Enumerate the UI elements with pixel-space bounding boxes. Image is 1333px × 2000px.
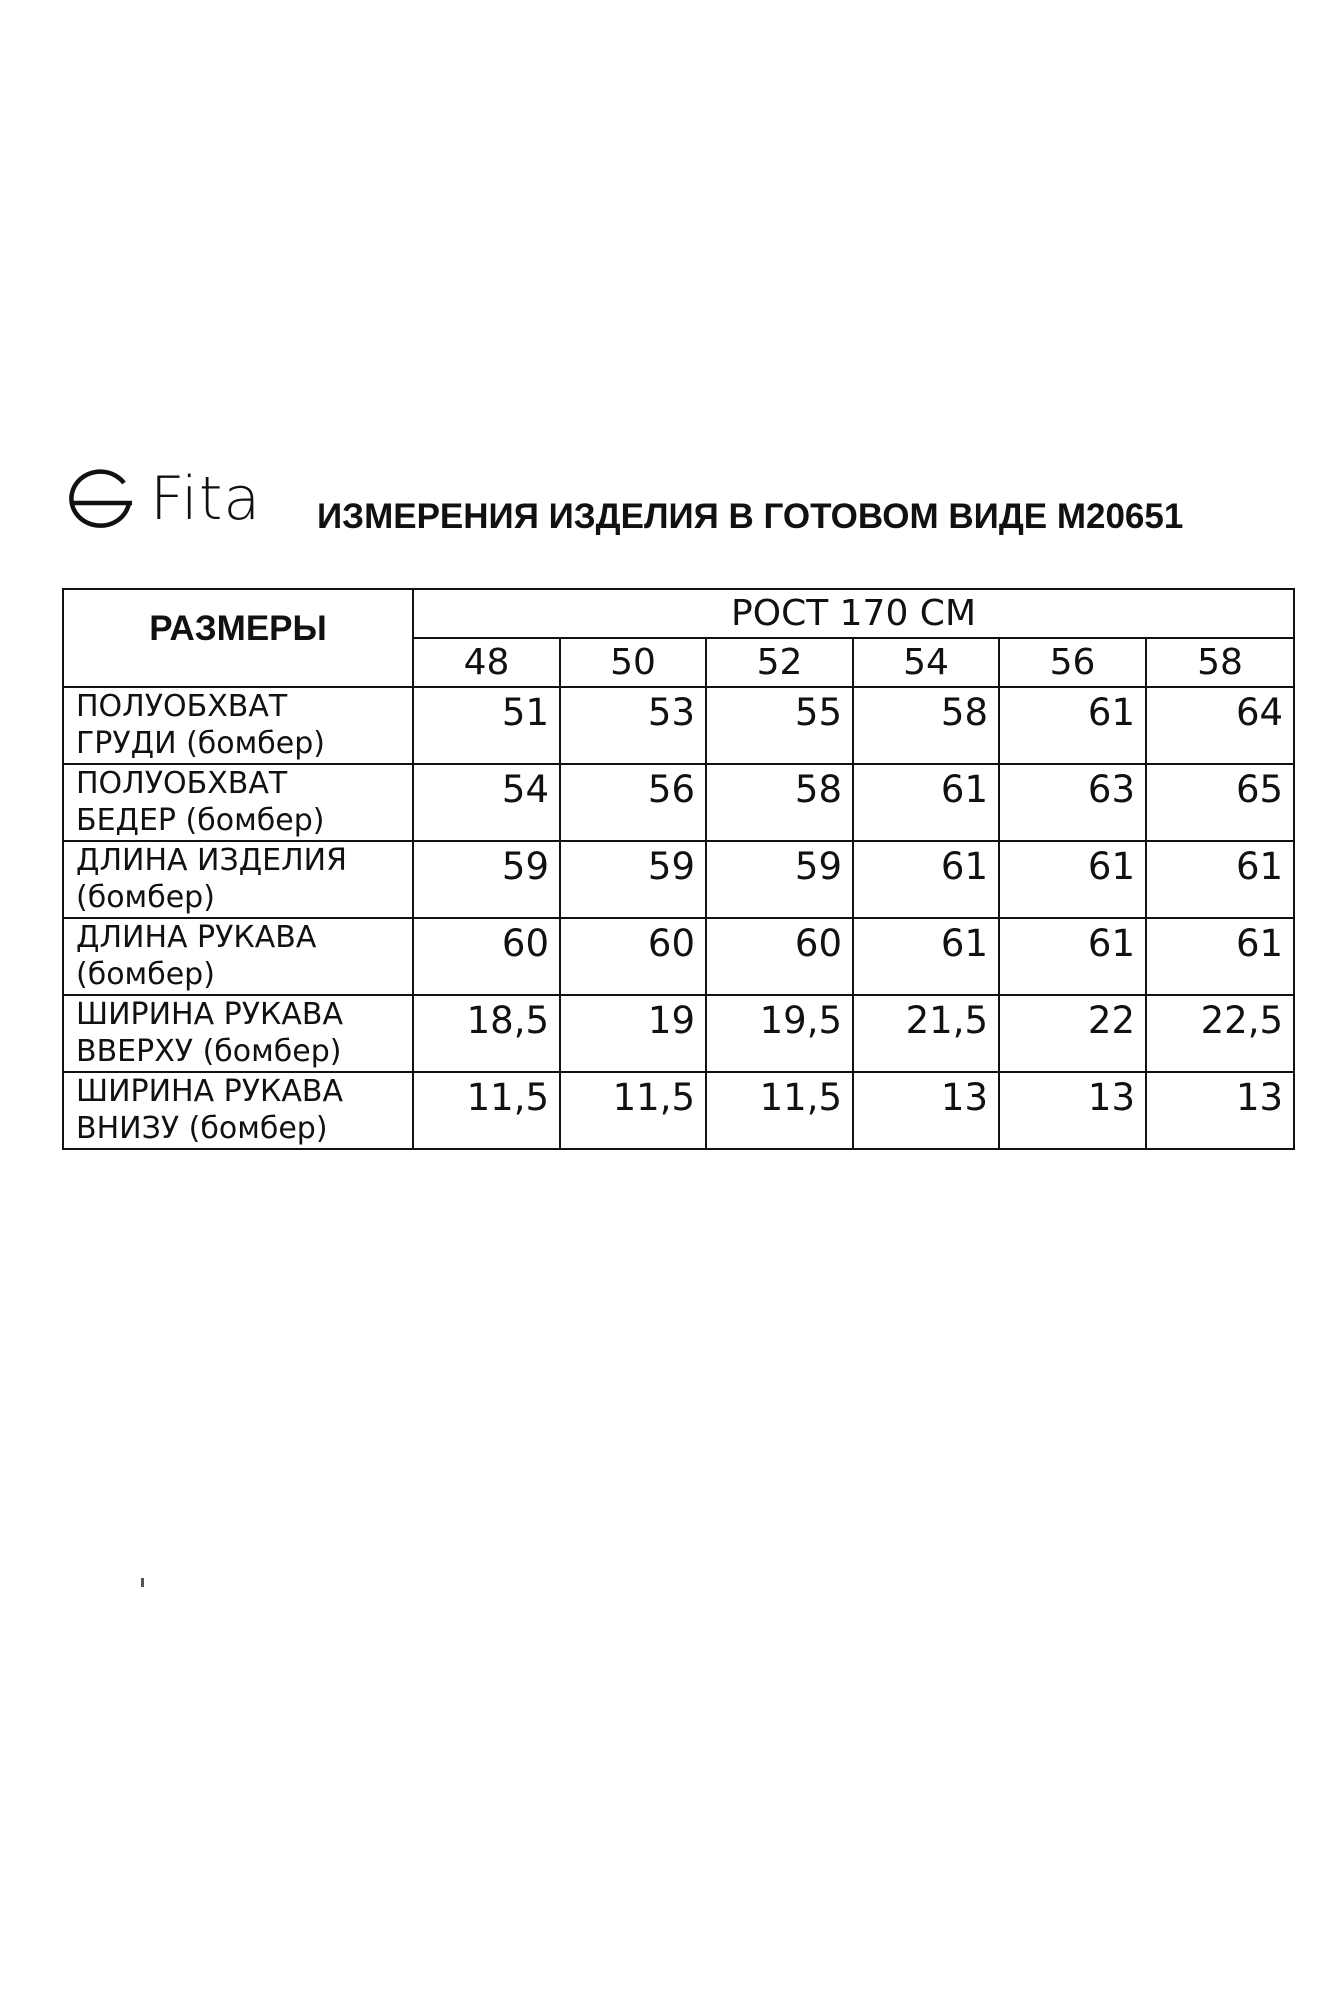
measurement-value: 13 bbox=[1146, 1072, 1294, 1149]
size-header-cell: 50 bbox=[560, 638, 706, 687]
measurement-value: 61 bbox=[999, 918, 1146, 995]
measurement-value: 60 bbox=[413, 918, 560, 995]
measurement-label-line1: ШИРИНА РУКАВА bbox=[76, 997, 343, 1032]
size-header-cell: 48 bbox=[413, 638, 560, 687]
document-header bbox=[62, 455, 1292, 545]
stray-mark bbox=[141, 1578, 144, 1587]
table-row bbox=[63, 841, 1294, 918]
height-header-cell: РОСТ 170 СМ bbox=[413, 589, 1294, 638]
measurement-value: 55 bbox=[706, 687, 853, 764]
measurement-value: 63 bbox=[999, 764, 1146, 841]
document-title: ИЗМЕРЕНИЯ ИЗДЕЛИЯ В ГОТОВОМ ВИДЕ М20651 bbox=[317, 497, 1184, 536]
measurement-label-line2: (бомбер) bbox=[76, 957, 215, 992]
table-row bbox=[63, 687, 1294, 764]
measurement-value: 19 bbox=[560, 995, 706, 1072]
table-row bbox=[63, 764, 1294, 841]
measurement-value: 18,5 bbox=[413, 995, 560, 1072]
measurement-label bbox=[63, 764, 413, 841]
table-row bbox=[63, 995, 1294, 1072]
measurement-label-line2: ВВЕРХУ (бомбер) bbox=[76, 1034, 342, 1069]
measurement-value: 13 bbox=[999, 1072, 1146, 1149]
measurement-value: 53 bbox=[560, 687, 706, 764]
measurement-value: 58 bbox=[706, 764, 853, 841]
measurement-value: 60 bbox=[560, 918, 706, 995]
measurement-value: 19,5 bbox=[706, 995, 853, 1072]
size-header-cell: 54 bbox=[853, 638, 999, 687]
measurement-value: 61 bbox=[1146, 918, 1294, 995]
measurement-value: 51 bbox=[413, 687, 560, 764]
measurement-label-line2: ВНИЗУ (бомбер) bbox=[76, 1111, 328, 1146]
measurement-value: 22 bbox=[999, 995, 1146, 1072]
measurement-value: 61 bbox=[999, 841, 1146, 918]
size-header-cell: 52 bbox=[706, 638, 853, 687]
measurement-label bbox=[63, 841, 413, 918]
table-row bbox=[63, 918, 1294, 995]
measurement-label bbox=[63, 687, 413, 764]
measurement-value: 65 bbox=[1146, 764, 1294, 841]
size-header-cell: 58 bbox=[1146, 638, 1294, 687]
measurement-label-line2: (бомбер) bbox=[76, 880, 215, 915]
measurement-value: 59 bbox=[560, 841, 706, 918]
measurement-label bbox=[63, 918, 413, 995]
measurement-value: 59 bbox=[706, 841, 853, 918]
table-row bbox=[63, 1072, 1294, 1149]
measurement-value: 58 bbox=[853, 687, 999, 764]
measurement-value: 11,5 bbox=[413, 1072, 560, 1149]
brand-logo bbox=[62, 455, 277, 545]
measurement-label-line1: ДЛИНА ИЗДЕЛИЯ bbox=[76, 843, 347, 878]
measurement-label-line1: ДЛИНА РУКАВА bbox=[76, 920, 317, 955]
measurement-value: 61 bbox=[1146, 841, 1294, 918]
size-measurements-table bbox=[62, 588, 1295, 1150]
measurement-value: 21,5 bbox=[853, 995, 999, 1072]
measurement-value: 59 bbox=[413, 841, 560, 918]
measurement-value: 56 bbox=[560, 764, 706, 841]
table-header-row bbox=[63, 589, 1294, 638]
measurement-value: 61 bbox=[853, 841, 999, 918]
measurement-value: 22,5 bbox=[1146, 995, 1294, 1072]
measurement-value: 11,5 bbox=[706, 1072, 853, 1149]
measurement-label bbox=[63, 1072, 413, 1149]
measurement-value: 61 bbox=[853, 764, 999, 841]
measurement-value: 64 bbox=[1146, 687, 1294, 764]
measurement-value: 61 bbox=[853, 918, 999, 995]
measurement-label-line2: БЕДЕР (бомбер) bbox=[76, 803, 325, 838]
fita-theta-logo-icon bbox=[62, 469, 138, 533]
brand-name: Fita bbox=[150, 464, 262, 534]
measurement-label-line1: ПОЛУОБХВАТ bbox=[76, 766, 288, 801]
sizes-header-cell: РАЗМЕРЫ bbox=[63, 589, 413, 687]
measurement-label-line2: ГРУДИ (бомбер) bbox=[76, 726, 325, 761]
measurement-label-line1: ШИРИНА РУКАВА bbox=[76, 1074, 343, 1109]
measurement-value: 60 bbox=[706, 918, 853, 995]
size-header-cell: 56 bbox=[999, 638, 1146, 687]
measurement-label bbox=[63, 995, 413, 1072]
measurement-label-line1: ПОЛУОБХВАТ bbox=[76, 689, 288, 724]
measurement-value: 13 bbox=[853, 1072, 999, 1149]
measurement-value: 11,5 bbox=[560, 1072, 706, 1149]
measurement-value: 61 bbox=[999, 687, 1146, 764]
measurement-value: 54 bbox=[413, 764, 560, 841]
